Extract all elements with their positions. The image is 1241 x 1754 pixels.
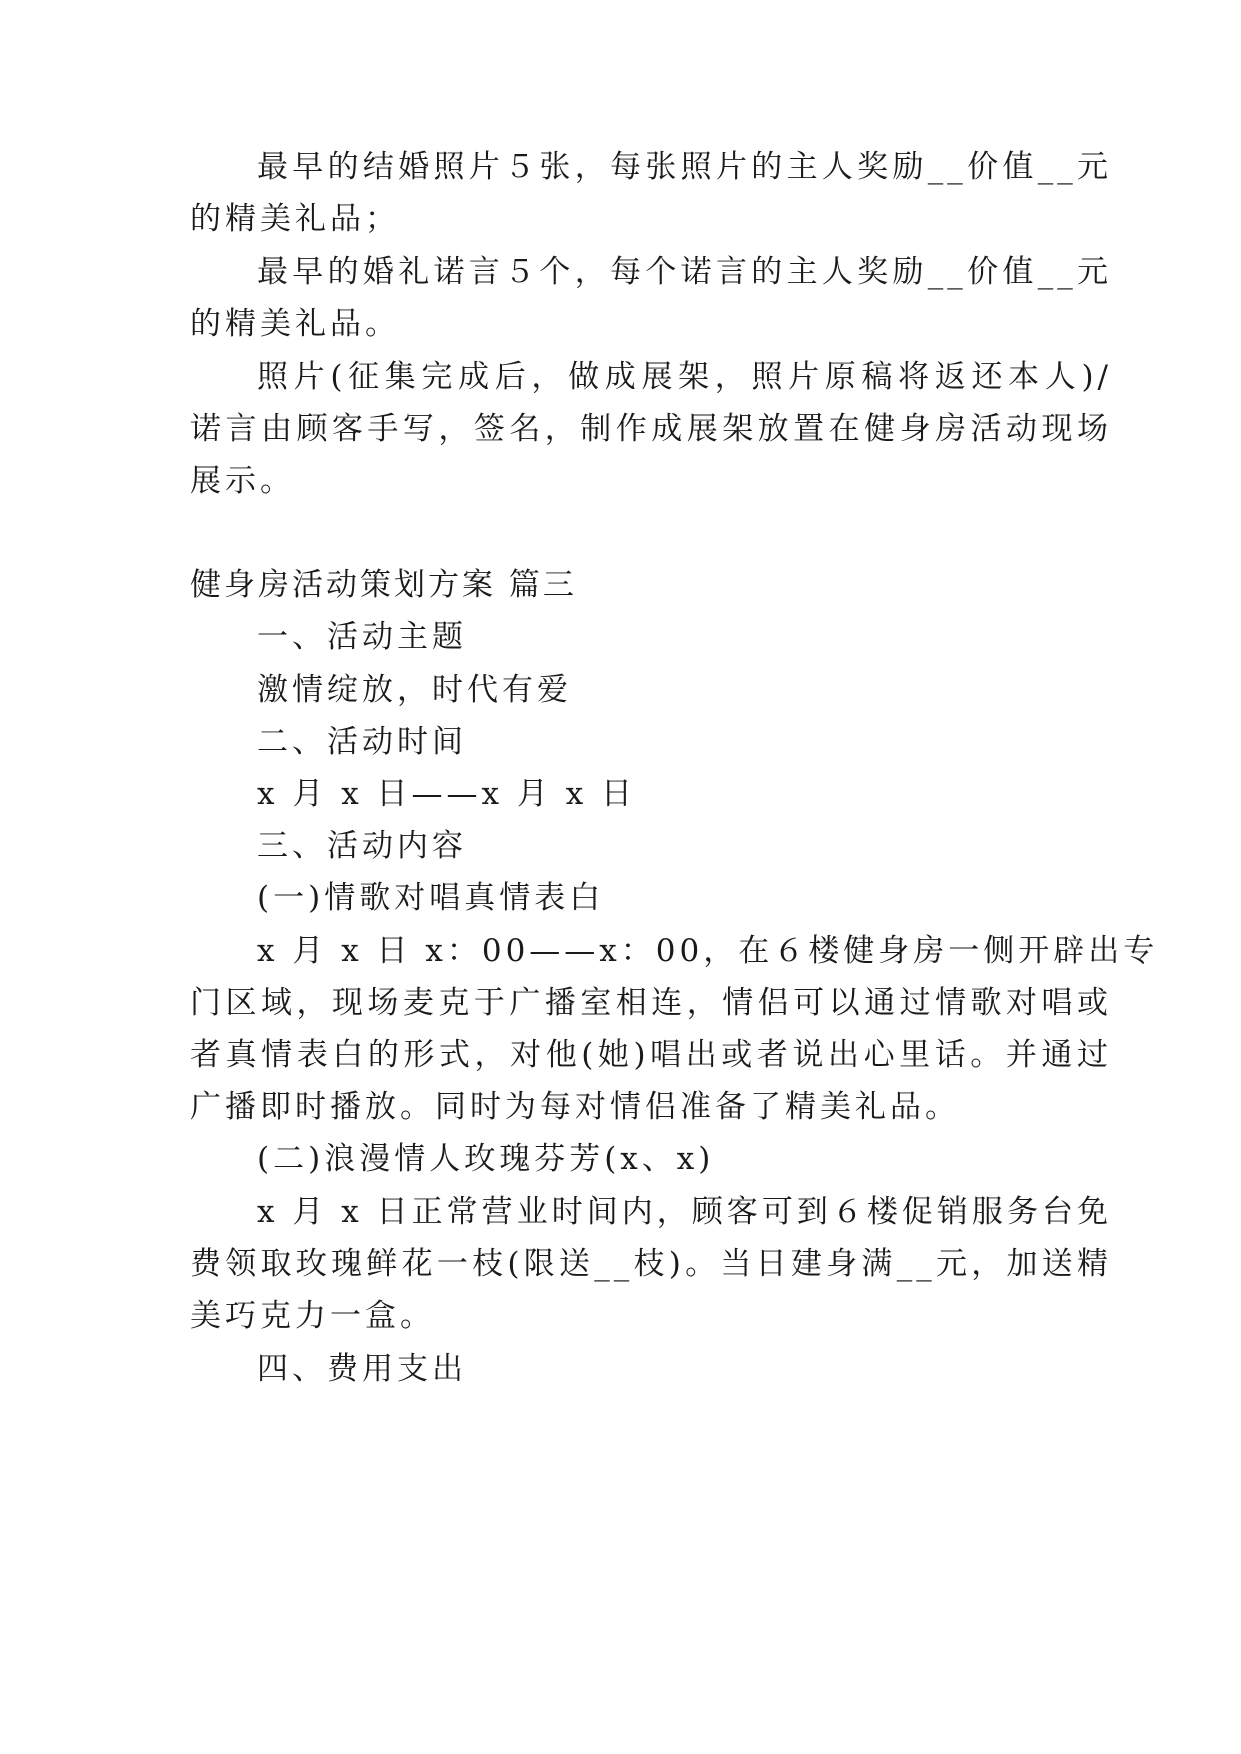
paragraph-line: 照片(征集完成后，做成展架，照片原稿将返还本人)/ [257, 359, 1112, 395]
paragraph-line: x 月 x 日——x 月 x 日 [257, 776, 637, 812]
subsection-title: (二)浪漫情人玫瑰芬芳(x、x) [257, 1141, 715, 1177]
paragraph-line: 者真情表白的形式，对他(她)唱出或者说出心里话。并通过 [190, 1037, 1112, 1073]
paragraph-line: 最早的婚礼诺言５个，每个诺言的主人奖励__价值__元 [257, 254, 1112, 290]
paragraph-line: 门区域，现场麦克于广播室相连，情侣可以通过情歌对唱或 [190, 985, 1112, 1021]
section-heading: 健身房活动策划方案 篇三 [190, 567, 577, 603]
subsection-title: (一)情歌对唱真情表白 [257, 880, 605, 916]
paragraph-line: 诺言由顾客手写，签名，制作成展架放置在健身房活动现场 [190, 411, 1112, 447]
paragraph-line: x 月 x 日 x：00——x：00，在６楼健身房一侧开辟出专 [257, 933, 1159, 969]
section-title: 一、活动主题 [257, 619, 467, 655]
paragraph-line: 的精美礼品。 [190, 306, 400, 342]
section-title: 三、活动内容 [257, 828, 467, 864]
paragraph-line: x 月 x 日正常营业时间内，顾客可到６楼促销服务台免 [257, 1194, 1112, 1230]
paragraph-line: 激情绽放，时代有爱 [257, 672, 572, 708]
paragraph-line: 最早的结婚照片５张，每张照片的主人奖励__价值__元 [257, 149, 1112, 185]
paragraph-line: 广播即时播放。同时为每对情侣准备了精美礼品。 [190, 1089, 960, 1125]
section-title: 二、活动时间 [257, 724, 467, 760]
paragraph-line: 展示。 [190, 463, 295, 499]
paragraph-line: 美巧克力一盒。 [190, 1298, 435, 1334]
paragraph-line: 费领取玫瑰鲜花一枝(限送__枝)。当日建身满__元，加送精 [190, 1246, 1112, 1282]
paragraph-line: 的精美礼品； [190, 201, 400, 237]
section-title: 四、费用支出 [257, 1351, 467, 1387]
